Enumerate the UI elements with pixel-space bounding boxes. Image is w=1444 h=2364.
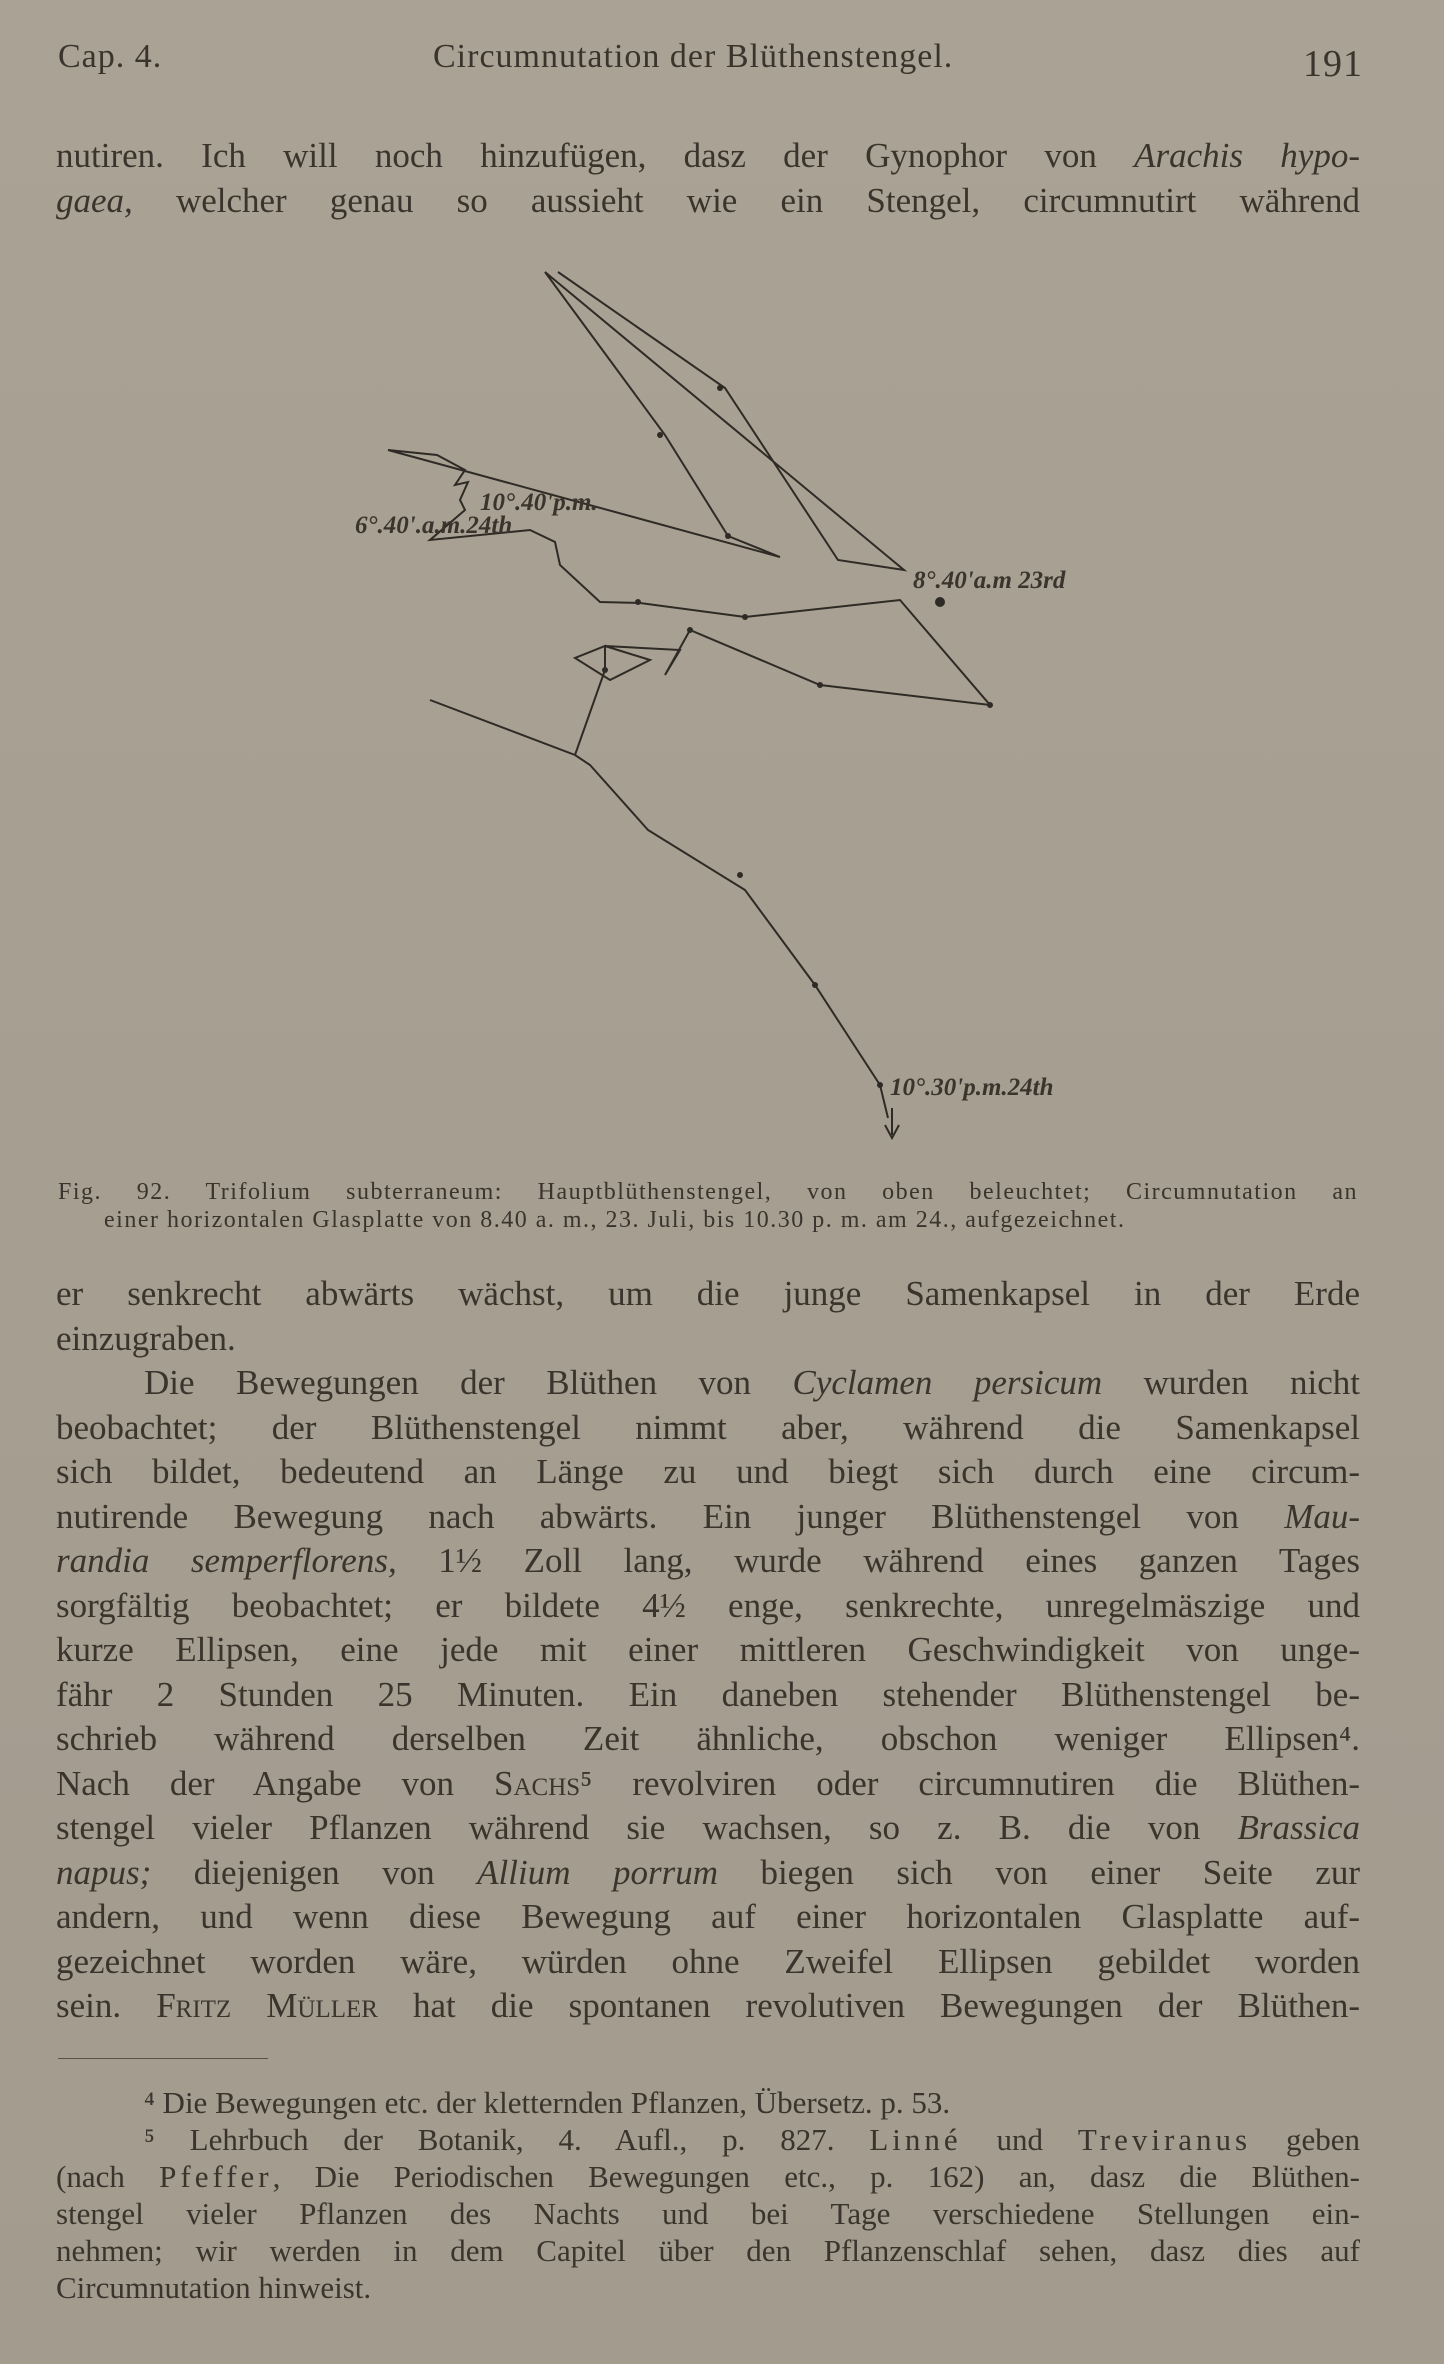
- chapter-label: Cap. 4.: [58, 38, 163, 75]
- trace-path: [388, 272, 990, 1118]
- text-line: kurze Ellipsen, eine jede mit einer mittleren Geschwindigkeit von unge-: [56, 1630, 1360, 1669]
- text-line: nutiren. Ich will noch hinzufügen, dasz der Gynophor von Arachis hypo-: [56, 136, 1360, 175]
- time-label-4: 10°.30'p.m.24th: [890, 1074, 1054, 1101]
- text-line: gezeichnet worden wäre, würden ohne Zweifel Ellipsen gebildet worden: [56, 1941, 1360, 1981]
- text-line: fähr 2 Stunden 25 Minuten. Ein daneben stehender Blüthenstengel be-: [56, 1674, 1360, 1714]
- text-line: andern, und wenn diese Bewegung auf einer horizontalen Glasplatte auf-: [56, 1897, 1360, 1936]
- time-label-1: 10°.40'p.m.: [480, 489, 598, 516]
- text-line: randia semperflorens, 1½ Zoll lang, wurde während eines ganzen Tages: [56, 1541, 1360, 1580]
- text-line: schrieb während derselben Zeit ähnliche, obschon weniger Ellipsen⁴.: [56, 1719, 1360, 1758]
- running-header: [58, 38, 1363, 88]
- page-number: 191: [1303, 43, 1363, 85]
- caption-line: Fig. 92. Trifolium subterraneum: Hauptblüthenstengel, von oben beleuchtet; Circumnutation an: [58, 1179, 1358, 1205]
- body-text-top: [56, 134, 1360, 223]
- running-title: Circumnutation der Blüthenstengel.: [433, 38, 954, 75]
- figure-caption: [58, 1178, 1358, 1234]
- footnote-line: Circumnutation hinweist.: [56, 2270, 372, 2305]
- text-line: gaea, welcher genau so aussieht wie ein Stengel, circumnutirt während: [56, 180, 1360, 220]
- time-label-2: 6°.40'.a.m.24th: [355, 512, 513, 539]
- footnote-rule: [58, 2058, 268, 2059]
- footnote-line: ⁴ Die Bewegungen etc. der kletternden Pflanzen, Übersetz. p. 53.: [144, 2085, 951, 2120]
- text-line: stengel vieler Pflanzen während sie wachsen, so z. B. die von Brassica: [56, 1808, 1360, 1847]
- footnote-line: stengel vieler Pflanzen des Nachts und bei Tage verschiedene Stellungen ein-: [56, 2196, 1360, 2231]
- text-line: sorgfältig beobachtet; er bildete 4½ enge, senkrechte, unregelmäszige und: [56, 1585, 1360, 1625]
- text-line: Die Bewegungen der Blüthen von Cyclamen persicum wurden nicht: [144, 1363, 1360, 1402]
- footnotes: [56, 2084, 1360, 2306]
- footnote-line: nehmen; wir werden in dem Capitel über den Pflanzenschlaf sehen, dasz dies auf: [56, 2233, 1360, 2268]
- text-line: er senkrecht abwärts wächst, um die junge Samenkapsel in der Erde: [56, 1274, 1360, 1313]
- text-line: napus; diejenigen von Allium porrum biegen sich von einer Seite zur: [56, 1852, 1360, 1892]
- circumnutation-figure: [0, 250, 1444, 1150]
- footnote-line: (nach Pfeffer, Die Periodischen Bewegungen etc., p. 162) an, dasz die Blüthen-: [56, 2159, 1360, 2194]
- footnote-line: ⁵ Lehrbuch der Botanik, 4. Aufl., p. 827. Linné und Treviranus geben: [144, 2122, 1360, 2157]
- text-line: Nach der Angabe von Sachs⁵ revolviren oder circumnutiren die Blüthen-: [56, 1763, 1360, 1803]
- caption-line: einer horizontalen Glasplatte von 8.40 a. m., 23. Juli, bis 10.30 p. m. am 24., aufgezeichnet.: [104, 1207, 1126, 1233]
- text-line: beobachtet; der Blüthenstengel nimmt aber, während die Samenkapsel: [56, 1407, 1360, 1447]
- body-text-bottom: [56, 1272, 1360, 2029]
- text-line: sein. Fritz Müller hat die spontanen revolutiven Bewegungen der Blüthen-: [56, 1986, 1360, 2025]
- text-line: sich bildet, bedeutend an Länge zu und biegt sich durch eine circum-: [56, 1452, 1360, 1491]
- text-line: einzugraben.: [56, 1318, 236, 1358]
- time-label-3: 8°.40'a.m 23rd: [913, 567, 1066, 594]
- text-line: nutirende Bewegung nach abwärts. Ein junger Blüthenstengel von Mau-: [56, 1496, 1360, 1536]
